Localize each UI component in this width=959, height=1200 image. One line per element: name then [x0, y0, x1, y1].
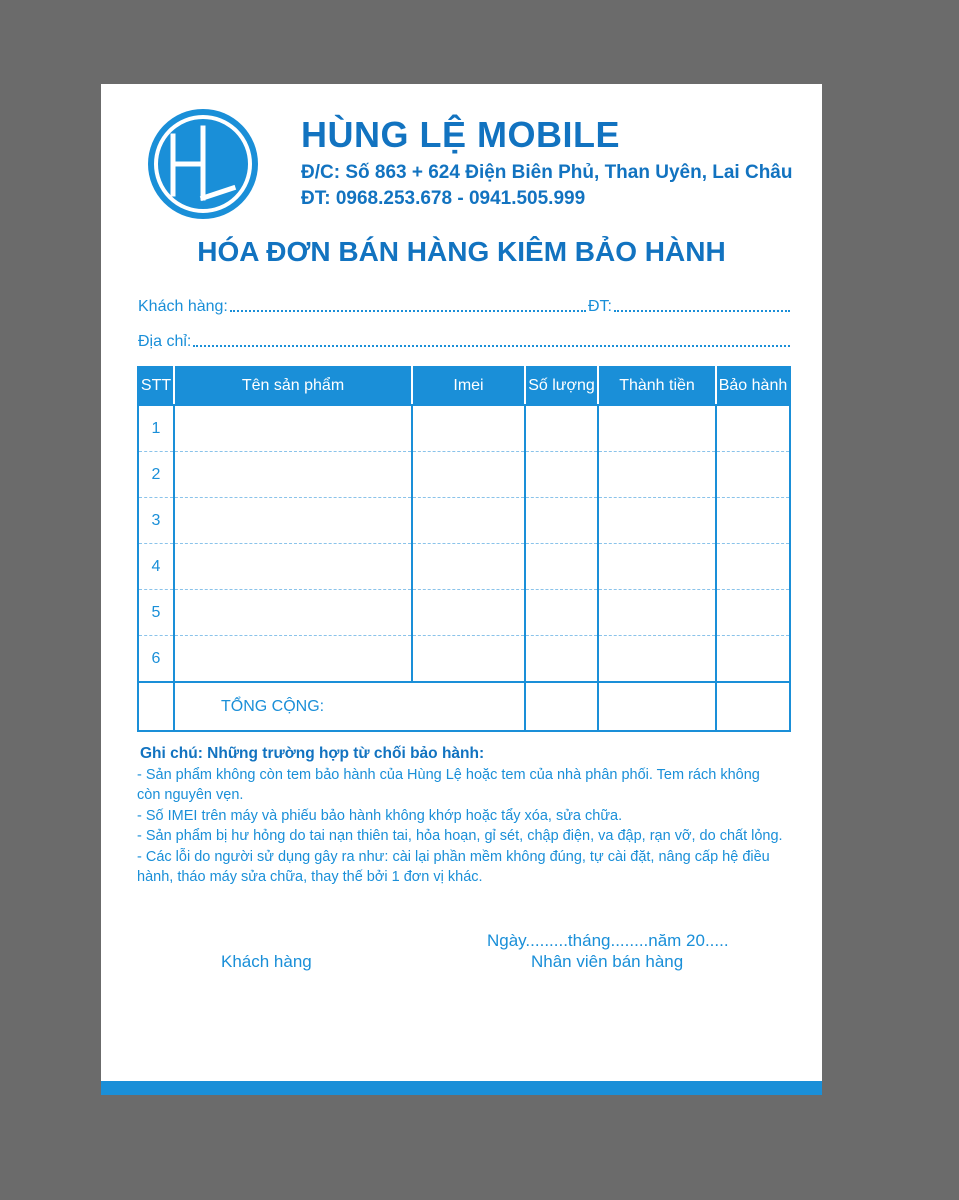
address-row — [138, 333, 792, 351]
quantity-cell[interactable] — [525, 544, 598, 590]
column-header-imei: Imei — [412, 367, 525, 405]
warranty-cell[interactable] — [716, 498, 790, 544]
customer-row — [138, 298, 792, 316]
total-warranty-cell[interactable] — [716, 682, 790, 731]
row-number: 3 — [138, 498, 174, 544]
shop-name: HÙNG LỆ MOBILE — [301, 114, 620, 155]
staff-signature-label: Nhân viên bán hàng — [531, 952, 684, 971]
warranty-notes — [137, 744, 787, 888]
amount-cell[interactable] — [598, 590, 716, 636]
logo-text: HL — [145, 106, 147, 107]
column-header-warranty: Bảo hành — [716, 367, 790, 405]
notes-title: Ghi chú: Những trường hợp từ chối bảo hành: — [140, 745, 485, 762]
quantity-cell[interactable] — [525, 452, 598, 498]
shop-phone: ĐT: 0968.253.678 - 0941.505.999 — [301, 188, 586, 209]
total-quantity-cell[interactable] — [525, 682, 598, 731]
row-number: 4 — [138, 544, 174, 590]
product-cell[interactable] — [174, 452, 412, 498]
column-header-product: Tên sản phẩm — [174, 367, 412, 405]
imei-cell[interactable] — [412, 498, 525, 544]
customer-label: Khách hàng: — [138, 298, 228, 315]
row-number: 5 — [138, 590, 174, 636]
table-row — [138, 636, 790, 683]
address-label: Địa chỉ: — [138, 333, 192, 350]
total-empty-cell — [138, 682, 174, 731]
table-row — [138, 498, 790, 544]
warranty-cell[interactable] — [716, 590, 790, 636]
quantity-cell[interactable] — [525, 636, 598, 683]
phone-label: ĐT: — [588, 298, 612, 315]
table-header-row — [138, 367, 790, 405]
amount-cell[interactable] — [598, 498, 716, 544]
customer-phone-field[interactable] — [614, 310, 790, 312]
row-number: 6 — [138, 636, 174, 683]
note-line: - Sản phẩm bị hư hỏng do tai nạn thiên tai, hỏa hoạn, gỉ sét, chập điện, va đập, rạn vỡ, do chất lỏng. — [137, 828, 783, 844]
column-header-stt: STT — [138, 367, 174, 405]
imei-cell[interactable] — [412, 405, 525, 452]
quantity-cell[interactable] — [525, 405, 598, 452]
column-header-amount: Thành tiền — [598, 367, 716, 405]
column-header-quantity: Số lượng — [525, 367, 598, 405]
invoice-title: HÓA ĐƠN BÁN HÀNG KIÊM BẢO HÀNH — [197, 236, 726, 267]
imei-cell[interactable] — [412, 636, 525, 683]
warranty-cell[interactable] — [716, 405, 790, 452]
warranty-cell[interactable] — [716, 452, 790, 498]
product-cell[interactable] — [174, 636, 412, 683]
table-row — [138, 544, 790, 590]
quantity-cell[interactable] — [525, 590, 598, 636]
quantity-cell[interactable] — [525, 498, 598, 544]
date-line: Ngày.........tháng........năm 20..... — [487, 931, 729, 950]
imei-cell[interactable] — [412, 544, 525, 590]
amount-cell[interactable] — [598, 405, 716, 452]
customer-signature-label: Khách hàng — [221, 952, 312, 971]
row-number: 1 — [138, 405, 174, 452]
shop-logo — [145, 106, 261, 222]
customer-name-field[interactable] — [230, 310, 586, 312]
total-amount-cell[interactable] — [598, 682, 716, 731]
total-row — [138, 682, 790, 731]
product-cell[interactable] — [174, 590, 412, 636]
product-cell[interactable] — [174, 405, 412, 452]
table-row — [138, 452, 790, 498]
shop-address: Đ/C: Số 863 + 624 Điện Biên Phủ, Than Uyên, Lai Châu — [301, 162, 793, 183]
product-cell[interactable] — [174, 498, 412, 544]
imei-cell[interactable] — [412, 452, 525, 498]
invoice-paper — [101, 84, 822, 1095]
warranty-cell[interactable] — [716, 636, 790, 683]
customer-address-field[interactable] — [193, 345, 790, 347]
amount-cell[interactable] — [598, 544, 716, 590]
row-number: 2 — [138, 452, 174, 498]
amount-cell[interactable] — [598, 636, 716, 683]
table-row — [138, 590, 790, 636]
note-line: - Sản phẩm không còn tem bảo hành của Hùng Lệ hoặc tem của nhà phân phối. Tem rách không còn nguyên vẹn. — [137, 766, 760, 803]
table-row — [138, 405, 790, 452]
items-table — [137, 366, 791, 732]
bottom-accent-bar — [101, 1081, 822, 1095]
amount-cell[interactable] — [598, 452, 716, 498]
warranty-cell[interactable] — [716, 544, 790, 590]
product-cell[interactable] — [174, 544, 412, 590]
imei-cell[interactable] — [412, 590, 525, 636]
note-line: - Các lỗi do người sử dụng gây ra như: cài lại phần mềm không đúng, tự cài đặt, nâng cấp hệ điều hành, tháo máy sửa chữa, thay thế bởi 1 đơn vị khác. — [137, 848, 770, 885]
total-label: TỔNG CỘNG: — [174, 682, 525, 731]
note-line: - Số IMEI trên máy và phiếu bảo hành không khớp hoặc tẩy xóa, sửa chữa. — [137, 807, 623, 824]
